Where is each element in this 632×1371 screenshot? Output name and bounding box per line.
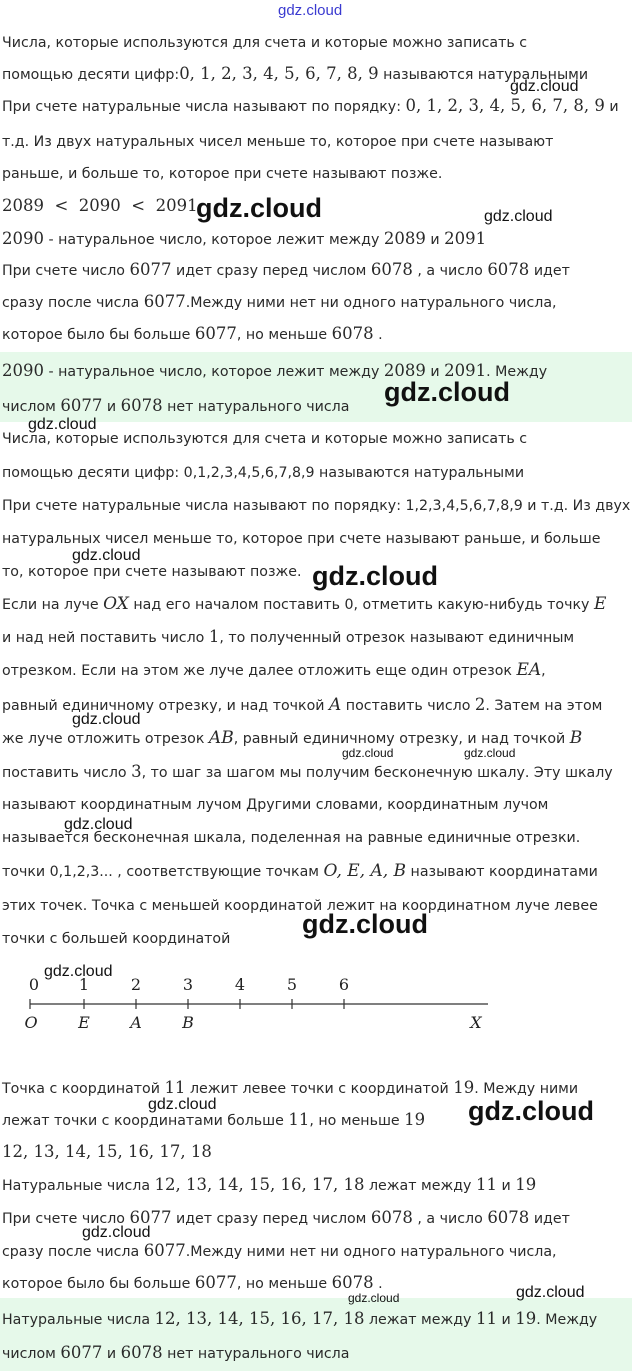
- watermark: gdz.cloud: [342, 746, 394, 760]
- p2-line-16: точки с большей координатой: [2, 931, 231, 947]
- answer1-line-1: 2090 - натуральное число, которое лежит между 2089 и 2091. Между: [2, 361, 548, 380]
- p2-line-12: называют координатным лучом Другими словами, координатным лучом: [2, 797, 549, 813]
- watermark: gdz.cloud: [64, 816, 133, 833]
- watermark: gdz.cloud: [28, 416, 97, 433]
- p1-line-1: Числа, которые используются для счета и которые можно записать с: [2, 35, 528, 51]
- watermark: gdz.cloud: [196, 193, 322, 223]
- watermark: gdz.cloud: [484, 208, 553, 225]
- p3-line-3: 12, 13, 14, 15, 16, 17, 18: [2, 1142, 212, 1161]
- answer1-line-2: числом 6077 и 6078 нет натурального числа: [2, 396, 350, 415]
- p1-line-7: 2090 - натуральное число, которое лежит между 2089 и 2091: [2, 229, 487, 248]
- p2-line-15: этих точек. Точка с меньшей координатой лежит на координатном луче левее: [2, 898, 598, 914]
- p2-line-2: помощью десяти цифр: 0,1,2,3,4,5,6,7,8,9 называются натуральными: [2, 465, 525, 481]
- ray-letter-b: B: [182, 1013, 194, 1032]
- watermark-top: gdz.cloud: [278, 2, 343, 19]
- watermark: gdz.cloud: [312, 561, 438, 591]
- p2-line-11: поставить число 3, то шаг за шагом мы получим бесконечную шкалу. Эту шкалу: [2, 762, 613, 781]
- watermark: gdz.cloud: [44, 963, 113, 980]
- p2-line-10: же луче отложить отрезок AB, равный единичному отрезку, и над точкой B: [2, 728, 583, 748]
- ray-number-5: 5: [286, 975, 298, 994]
- p1-line-4: т.д. Из двух натуральных чисел меньше то, которое при счете называют: [2, 134, 554, 150]
- watermark: gdz.cloud: [72, 547, 141, 564]
- watermark: gdz.cloud: [302, 909, 428, 939]
- answer2-line-1: Натуральные числа 12, 13, 14, 15, 16, 17, 18 лежат между 11 и 19. Между: [2, 1309, 598, 1328]
- watermark: gdz.cloud: [468, 1096, 594, 1126]
- p3-line-1: Точка с координатой 11 лежит левее точки с координатой 19. Между ними: [2, 1078, 579, 1097]
- watermark: gdz.cloud: [384, 377, 510, 407]
- p2-line-1: Числа, которые используются для счета и которые можно записать с: [2, 431, 528, 447]
- p1-line-3: При счете натуральные числа называют по порядку: 0, 1, 2, 3, 4, 5, 6, 7, 8, 9 и: [2, 96, 619, 115]
- p1-line-6: 2089 < 2090 < 2091: [2, 196, 198, 215]
- watermark: gdz.cloud: [348, 1291, 400, 1305]
- watermark: gdz.cloud: [510, 78, 579, 95]
- ray-number-6: 6: [338, 975, 350, 994]
- watermark: gdz.cloud: [516, 1284, 585, 1301]
- ray-number-2: 2: [130, 975, 142, 994]
- ray-letter-o: O: [24, 1013, 38, 1032]
- p2-line-6: Если на луче OX над его началом поставить 0, отметить какую-нибудь точку E: [2, 594, 607, 614]
- ray-letter-a: A: [130, 1013, 142, 1032]
- p1-line-10: которое было бы больше 6077, но меньше 6078 .: [2, 324, 383, 343]
- p2-line-9: равный единичному отрезку, и над точкой A поставить число 2. Затем на этом: [2, 695, 603, 715]
- ray-letter-e: E: [78, 1013, 90, 1032]
- answer2-line-2: числом 6077 и 6078 нет натурального числа: [2, 1343, 350, 1362]
- ray-end-label-x: X: [470, 1013, 482, 1032]
- watermark: gdz.cloud: [464, 746, 516, 760]
- p1-line-5: раньше, и больше то, которое при счете называют позже.: [2, 166, 443, 182]
- p3-line-4: Натуральные числа 12, 13, 14, 15, 16, 17, 18 лежат между 11 и 19: [2, 1175, 537, 1194]
- p2-line-13: называется бесконечная шкала, поделенная на равные единичные отрезки.: [2, 830, 581, 846]
- ray-number-1: 1: [78, 975, 90, 994]
- ray-number-0: 0: [28, 975, 40, 994]
- watermark: gdz.cloud: [82, 1224, 151, 1241]
- p2-line-7: и над ней поставить число 1, то полученный отрезок называют единичным: [2, 627, 575, 646]
- p3-line-6: сразу после числа 6077.Между ними нет ни одного натурального числа,: [2, 1241, 557, 1260]
- p2-line-4: натуральных чисел меньше то, которое при счете называют раньше, и больше: [2, 531, 601, 547]
- p3-line-5: При счете число 6077 идет сразу перед числом 6078 , а число 6078 идет: [2, 1208, 570, 1227]
- p2-line-5: то, которое при счете называют позже.: [2, 564, 302, 580]
- p1-line-2: помощью десяти цифр:0, 1, 2, 3, 4, 5, 6, 7, 8, 9 называются натуральными: [2, 64, 589, 83]
- p2-line-3: При счете натуральные числа называют по порядку: 1,2,3,4,5,6,7,8,9 и т.д. Из двух: [2, 498, 631, 514]
- p2-line-8: отрезком. Если на этом же луче далее отложить еще один отрезок EA,: [2, 660, 546, 680]
- p1-line-9: сразу после числа 6077.Между ними нет ни одного натурального числа,: [2, 292, 557, 311]
- ray-number-4: 4: [234, 975, 246, 994]
- p2-line-14: точки 0,1,2,3... , соответствующие точкам O, E, A, B называют координатами: [2, 861, 598, 881]
- p1-line-8: При счете число 6077 идет сразу перед числом 6078 , а число 6078 идет: [2, 260, 570, 279]
- p3-line-2: лежат точки с координатами больше 11, но меньше 19: [2, 1110, 426, 1129]
- watermark: gdz.cloud: [72, 711, 141, 728]
- watermark: gdz.cloud: [148, 1096, 217, 1113]
- ray-number-3: 3: [182, 975, 194, 994]
- p3-line-7: которое было бы больше 6077, но меньше 6078 .: [2, 1273, 383, 1292]
